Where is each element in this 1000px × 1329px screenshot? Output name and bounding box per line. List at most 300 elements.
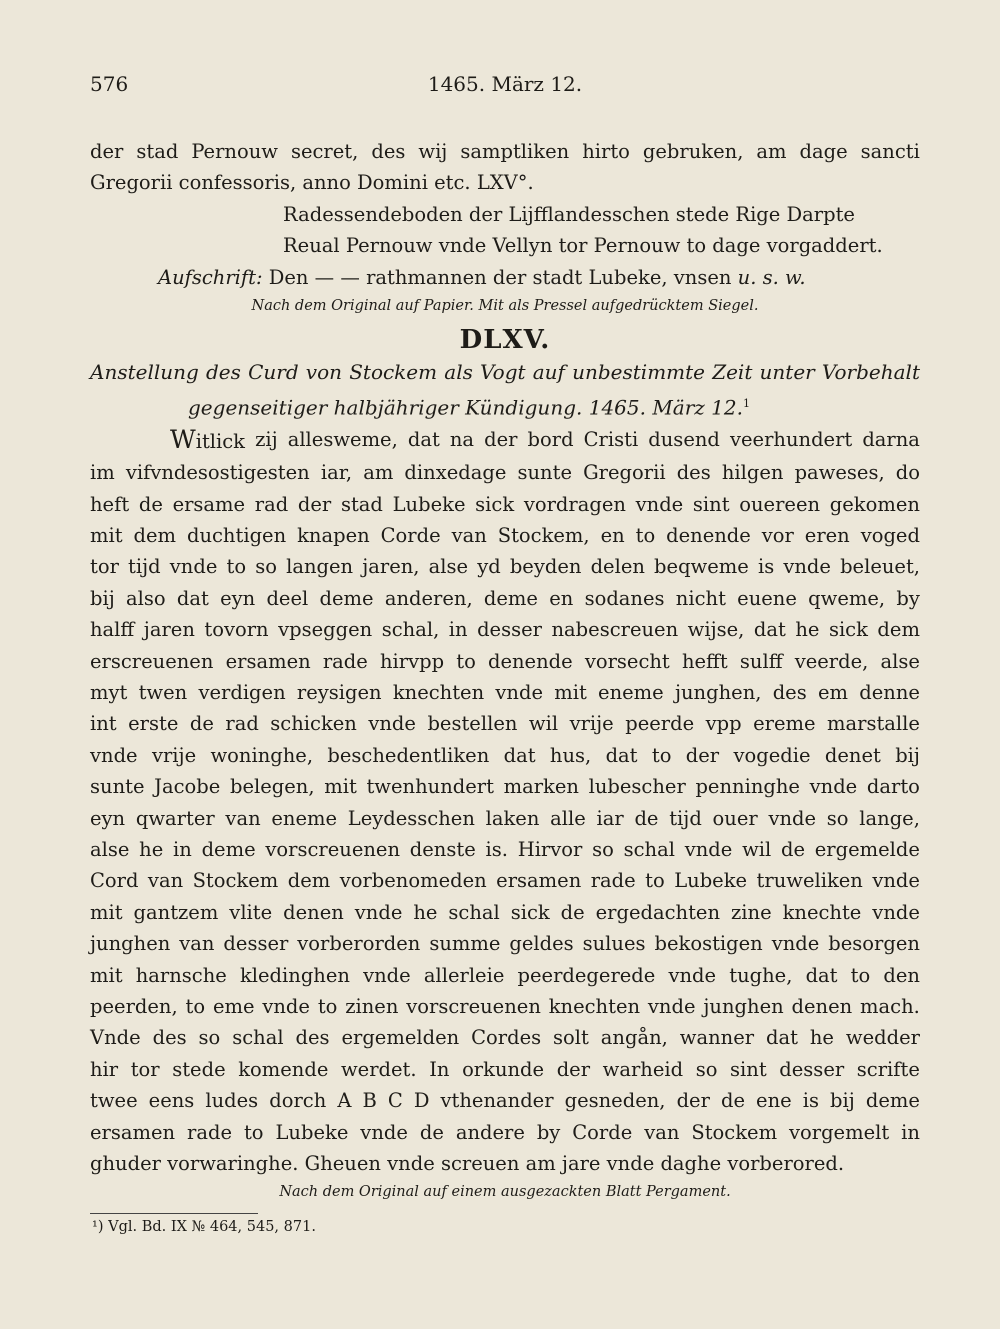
word: in xyxy=(901,1120,920,1144)
word: so xyxy=(592,837,614,861)
word: hir xyxy=(90,1057,119,1081)
word: vnde xyxy=(368,712,416,736)
word: heft xyxy=(90,492,130,516)
word: he xyxy=(139,837,164,861)
word: knapen xyxy=(297,523,370,547)
word: ergemelde xyxy=(814,837,920,861)
word: van xyxy=(644,1120,680,1144)
word: eens xyxy=(148,1089,195,1113)
word: dusend xyxy=(648,427,720,451)
word: ereme xyxy=(753,712,816,736)
word: In xyxy=(429,1057,450,1081)
word: deme xyxy=(319,586,374,610)
word: jaren, xyxy=(362,555,420,579)
aufschrift-label: Aufschrift: xyxy=(158,265,263,289)
initial-letter: W xyxy=(170,424,196,454)
word: de xyxy=(419,1120,444,1144)
word: vpseggen xyxy=(278,618,373,642)
aufschrift-end: u. s. w. xyxy=(737,265,806,289)
word: bij xyxy=(90,586,115,610)
word: schal, xyxy=(381,618,440,642)
word: Jacobe xyxy=(154,775,221,799)
word: als xyxy=(444,360,473,385)
word: rade xyxy=(590,869,636,893)
word: reysigen xyxy=(296,680,382,704)
word: wil xyxy=(528,712,559,736)
word: int xyxy=(90,712,117,736)
word: do xyxy=(895,461,920,485)
prev-letter-line: Gregorii confessoris, anno Domini etc. LXV°. xyxy=(90,171,534,195)
document-title-line-2-text: gegenseitiger halbjähriger Kündigung. 1465. März 12. xyxy=(188,395,743,420)
word: auf xyxy=(532,360,565,385)
word: der xyxy=(676,1089,710,1113)
word: Gregorii xyxy=(583,461,666,485)
word: duchtigen xyxy=(186,523,287,547)
body-line xyxy=(90,583,920,614)
word: ersamen xyxy=(90,1120,176,1144)
word: sodanes xyxy=(584,586,665,610)
word: van xyxy=(451,523,487,547)
word: bij xyxy=(895,743,920,767)
word: Hirvor xyxy=(517,837,583,861)
footnote xyxy=(92,1219,316,1235)
word: so xyxy=(695,1057,718,1081)
word: Vnde xyxy=(90,1026,141,1050)
word: unter xyxy=(759,360,815,385)
word: vnde xyxy=(768,806,817,830)
word: samptliken xyxy=(460,140,570,163)
word: schal xyxy=(623,837,675,861)
word: truweliken xyxy=(756,869,863,893)
word: so xyxy=(198,1026,221,1050)
word: qwarter xyxy=(135,806,215,830)
word: laken xyxy=(485,806,540,830)
word: sick xyxy=(475,492,515,516)
word: iar xyxy=(596,806,624,830)
document-number: DLXV. xyxy=(459,325,551,356)
word: bestellen xyxy=(427,712,518,736)
word: penninghe xyxy=(695,775,800,799)
word: to xyxy=(850,963,871,987)
word: dat xyxy=(766,1026,798,1050)
word: vnde xyxy=(872,900,920,924)
word: dage xyxy=(799,140,848,163)
body-line xyxy=(90,865,920,896)
word: deme xyxy=(201,837,256,861)
word: erste xyxy=(128,712,179,736)
word: beqweme xyxy=(654,555,749,579)
word: sint xyxy=(692,492,730,516)
word: in xyxy=(173,837,192,861)
word: hirto xyxy=(582,140,630,163)
word: knechten xyxy=(392,680,485,704)
word: denende xyxy=(487,649,573,673)
word: der xyxy=(484,427,518,451)
word: mit xyxy=(90,523,123,547)
word: marstalle xyxy=(827,712,920,736)
word: ene xyxy=(756,1089,792,1113)
word: by xyxy=(536,1120,561,1144)
word: gantzem xyxy=(133,900,219,924)
word: mach. xyxy=(860,995,920,1018)
word: to xyxy=(651,743,672,767)
footnote-rule xyxy=(90,1213,258,1214)
body-line xyxy=(90,1085,920,1116)
word: rad xyxy=(254,492,289,516)
word: sint xyxy=(730,1057,767,1081)
word: Cord xyxy=(90,869,139,893)
word: vrije xyxy=(151,743,197,767)
word: vifvndesostigesten xyxy=(125,461,310,485)
word: vnde xyxy=(262,995,310,1018)
word: vnde xyxy=(668,963,717,987)
word: alse xyxy=(428,555,469,579)
word: Leydesschen xyxy=(347,806,475,830)
word: allesweme, xyxy=(287,427,398,451)
word: iar, xyxy=(320,461,353,485)
body-line xyxy=(90,991,920,1022)
word: sunte xyxy=(517,461,572,485)
word: der xyxy=(90,140,124,163)
body-line xyxy=(90,1022,920,1053)
word: alse xyxy=(880,649,920,673)
word: vnde xyxy=(169,555,218,579)
word: de xyxy=(720,1089,745,1113)
word: alle xyxy=(550,806,586,830)
word: van xyxy=(147,869,184,893)
word: Witlick xyxy=(170,424,245,454)
footnote-mark: ¹) xyxy=(92,1219,104,1235)
word: hefft xyxy=(681,649,728,673)
body-line xyxy=(90,424,920,457)
word: qweme, xyxy=(808,586,886,610)
word: vogedie xyxy=(733,743,811,767)
body-line xyxy=(90,457,920,488)
word: dat xyxy=(407,427,440,451)
word: scrifte xyxy=(856,1057,920,1081)
word: Lubeke xyxy=(392,492,466,516)
word: de xyxy=(189,712,214,736)
body-line xyxy=(90,897,920,928)
aufschrift-text: Den — — rathmannen der stadt Lubeke, vnsen xyxy=(268,265,732,289)
word: is xyxy=(757,555,775,579)
word: ouer xyxy=(712,806,758,830)
word: mit xyxy=(324,775,357,799)
word: am xyxy=(756,140,787,163)
word: sancti xyxy=(860,140,920,163)
word: rade xyxy=(322,649,368,673)
word: vnde xyxy=(809,775,858,799)
word: deel xyxy=(266,586,309,610)
word: myt xyxy=(90,680,128,704)
word: A xyxy=(337,1089,352,1113)
word: is xyxy=(802,1089,819,1113)
word: knechten xyxy=(548,995,641,1018)
word: eren xyxy=(804,523,850,547)
body-line xyxy=(90,677,920,708)
word: hirvpp xyxy=(379,649,445,673)
word: Stockem, xyxy=(497,523,590,547)
word: nicht xyxy=(675,586,726,610)
word: darna xyxy=(862,427,920,451)
word: Vogt xyxy=(480,360,526,385)
body-line xyxy=(90,1117,920,1148)
word: Curd xyxy=(248,360,299,385)
word: vorsecht xyxy=(584,649,670,673)
word: vnde xyxy=(360,1120,408,1144)
source-note-document: Nach dem Original auf einem ausgezackten Blatt Pergament. xyxy=(279,1184,731,1201)
word: paweses, xyxy=(794,461,885,485)
word: summe xyxy=(429,932,501,956)
footnote-text: Vgl. Bd. IX № 464, 545, 871. xyxy=(108,1219,316,1235)
word: sulues xyxy=(582,932,646,956)
word: sunte xyxy=(90,775,145,799)
word: B xyxy=(362,1089,377,1113)
word: vnde xyxy=(684,837,733,861)
word: sick xyxy=(828,618,868,642)
previous-letter-end xyxy=(90,136,920,199)
word: he xyxy=(809,1026,834,1050)
body-line xyxy=(90,740,920,771)
word: to xyxy=(456,649,476,673)
word: stad xyxy=(136,140,179,163)
word: allerleie xyxy=(423,963,505,987)
word: der xyxy=(556,1057,591,1081)
word: erscreuenen xyxy=(90,649,214,673)
word: ouereen xyxy=(739,492,821,516)
word: verdigen xyxy=(198,680,286,704)
word: mit xyxy=(90,963,123,987)
word: euene xyxy=(737,586,797,610)
word: nabescreuen xyxy=(551,618,679,642)
word: peerden, xyxy=(90,995,178,1018)
word: vnde xyxy=(354,900,403,924)
word: so xyxy=(255,555,277,579)
main-text xyxy=(90,136,920,1205)
word: am xyxy=(363,461,394,485)
word: anderen, xyxy=(384,586,473,610)
body-line xyxy=(90,1054,920,1085)
word: van xyxy=(179,932,215,956)
word: vnde xyxy=(635,492,684,516)
word: jaren xyxy=(143,618,195,642)
word: bij xyxy=(830,1089,855,1113)
word: to xyxy=(645,869,665,893)
word: des xyxy=(676,461,711,485)
word: kledinghen xyxy=(239,963,350,987)
document-title xyxy=(90,357,920,424)
word: schicken xyxy=(270,712,357,736)
word: delen xyxy=(590,555,645,579)
word: vnde xyxy=(771,932,820,956)
word: wanner xyxy=(679,1026,755,1050)
source-note-previous: Nach dem Original auf Papier. Mit als Pressel aufgedrücktem Siegel. xyxy=(251,298,759,315)
word: vor xyxy=(761,523,794,547)
word: de xyxy=(560,900,585,924)
word: beleuet, xyxy=(840,555,920,579)
word: von xyxy=(305,360,343,385)
word: dem xyxy=(287,869,331,893)
word: deme xyxy=(865,1089,920,1113)
word: na xyxy=(449,427,475,451)
word: eme xyxy=(212,995,255,1018)
word: D xyxy=(413,1089,430,1113)
word: des xyxy=(772,680,807,704)
word: der xyxy=(297,492,332,516)
word: ersamen xyxy=(225,649,311,673)
word: andere xyxy=(455,1120,525,1144)
word: vorgemelt xyxy=(789,1120,890,1144)
word: denste xyxy=(409,837,476,861)
word: vnde xyxy=(872,869,920,893)
word: tor xyxy=(90,555,119,579)
word: vorscreuenen xyxy=(265,837,401,861)
word: bord xyxy=(527,427,574,451)
word: denne xyxy=(859,680,920,704)
word: des xyxy=(152,1026,187,1050)
word: zine xyxy=(731,900,772,924)
word: langen xyxy=(286,555,354,579)
word: vthenander xyxy=(440,1089,554,1113)
word: bekostigen xyxy=(654,932,763,956)
word: dem xyxy=(877,618,920,642)
word: vorbenomeden xyxy=(339,869,487,893)
word: stad xyxy=(340,492,383,516)
word: vorscreuenen xyxy=(406,995,541,1018)
signature-line-2: Reual Pernouw vnde Vellyn tor Pernouw to dage vorgaddert. xyxy=(283,234,883,258)
word: dat xyxy=(753,618,786,642)
word: orkunde xyxy=(462,1057,545,1081)
word: by xyxy=(896,586,920,610)
word: halff xyxy=(90,618,135,642)
word: mit xyxy=(554,680,587,704)
word: eyn xyxy=(90,806,126,830)
word: Corde xyxy=(572,1120,633,1144)
word: geldes xyxy=(509,932,574,956)
word: veerhundert xyxy=(729,427,853,451)
word: hus, xyxy=(549,743,592,767)
word: des xyxy=(295,1026,330,1050)
word: den xyxy=(883,963,920,987)
word: ersamen xyxy=(496,869,582,893)
word: des xyxy=(371,140,406,163)
word: Pernouw xyxy=(191,140,278,163)
page-number: 576 xyxy=(90,72,129,96)
body-line xyxy=(90,614,920,645)
word: stede xyxy=(172,1057,226,1081)
body-line xyxy=(90,489,920,520)
document-title-line-2 xyxy=(90,388,920,424)
word: tor xyxy=(130,1057,160,1081)
word: junghen, xyxy=(674,680,762,704)
word: twee xyxy=(90,1089,138,1113)
word: to xyxy=(226,555,247,579)
word: dinxedage xyxy=(404,461,507,485)
word: sulff xyxy=(739,649,783,673)
word: lange, xyxy=(859,806,920,830)
word: junghen xyxy=(90,932,171,956)
word: is. xyxy=(485,837,508,861)
word: to xyxy=(317,995,338,1018)
word: wijse, xyxy=(687,618,745,642)
word: en xyxy=(600,523,625,547)
word: so xyxy=(826,806,849,830)
document-last-line: ghuder vorwaringhe. Gheuen vnde screuen am jare vnde daghe vorberored. xyxy=(90,1152,845,1176)
word: dat xyxy=(503,743,536,767)
word: de xyxy=(634,806,659,830)
word: Corde xyxy=(380,523,441,547)
body-line xyxy=(90,771,920,802)
word: vnde xyxy=(647,995,696,1018)
word: desser xyxy=(477,618,542,642)
word: Zeit xyxy=(712,360,753,385)
document-title-line-1 xyxy=(90,357,920,388)
word: gebruken, xyxy=(642,140,744,163)
body-line xyxy=(90,834,920,865)
word: Vorbehalt xyxy=(821,360,920,385)
word: belegen, xyxy=(229,775,315,799)
word: rad xyxy=(225,712,259,736)
word: vnde xyxy=(495,680,543,704)
word: vnde xyxy=(363,963,411,987)
word: tovorn xyxy=(204,618,269,642)
body-line xyxy=(90,960,920,991)
word: vnde xyxy=(783,555,831,579)
word: to xyxy=(185,995,206,1018)
word: ludes xyxy=(205,1089,259,1113)
word: vrije xyxy=(569,712,614,736)
word: dem xyxy=(133,523,177,547)
word: to xyxy=(243,1120,264,1144)
signature-line-1: Radessendeboden der Lijfflandesschen stede Rige Darpte xyxy=(283,202,855,226)
word: denet xyxy=(824,743,881,767)
word: vlite xyxy=(229,900,273,924)
word: Stockem xyxy=(349,360,438,385)
word: zinen xyxy=(345,995,399,1018)
word: C xyxy=(387,1089,403,1113)
word: dorch xyxy=(269,1089,327,1113)
header-date: 1465. März 12. xyxy=(427,72,583,96)
word: yd xyxy=(477,555,501,579)
word: dat xyxy=(805,963,838,987)
word: desser xyxy=(223,932,289,956)
body-line xyxy=(90,928,920,959)
document-body xyxy=(90,424,920,1148)
word: gesneden, xyxy=(564,1089,666,1113)
word: junghen xyxy=(703,995,784,1018)
word: ersame xyxy=(172,492,246,516)
word: schal xyxy=(232,1026,284,1050)
word: in xyxy=(448,618,468,642)
aufschrift xyxy=(90,262,920,293)
body-line xyxy=(90,551,920,582)
word: knechte xyxy=(782,900,862,924)
word: eneme xyxy=(598,680,664,704)
word: eyn xyxy=(220,586,256,610)
prev-letter-line xyxy=(90,136,920,167)
word: peerde xyxy=(625,712,695,736)
word: komende xyxy=(238,1057,329,1081)
word: he xyxy=(413,900,438,924)
word: tughe, xyxy=(729,963,793,987)
word: rade xyxy=(187,1120,233,1144)
word: desser xyxy=(779,1057,845,1081)
word: de xyxy=(780,837,806,861)
word: vorberorden xyxy=(297,932,421,956)
word: dat xyxy=(176,586,209,610)
word: solt xyxy=(553,1026,589,1050)
word: besorgen xyxy=(828,932,920,956)
